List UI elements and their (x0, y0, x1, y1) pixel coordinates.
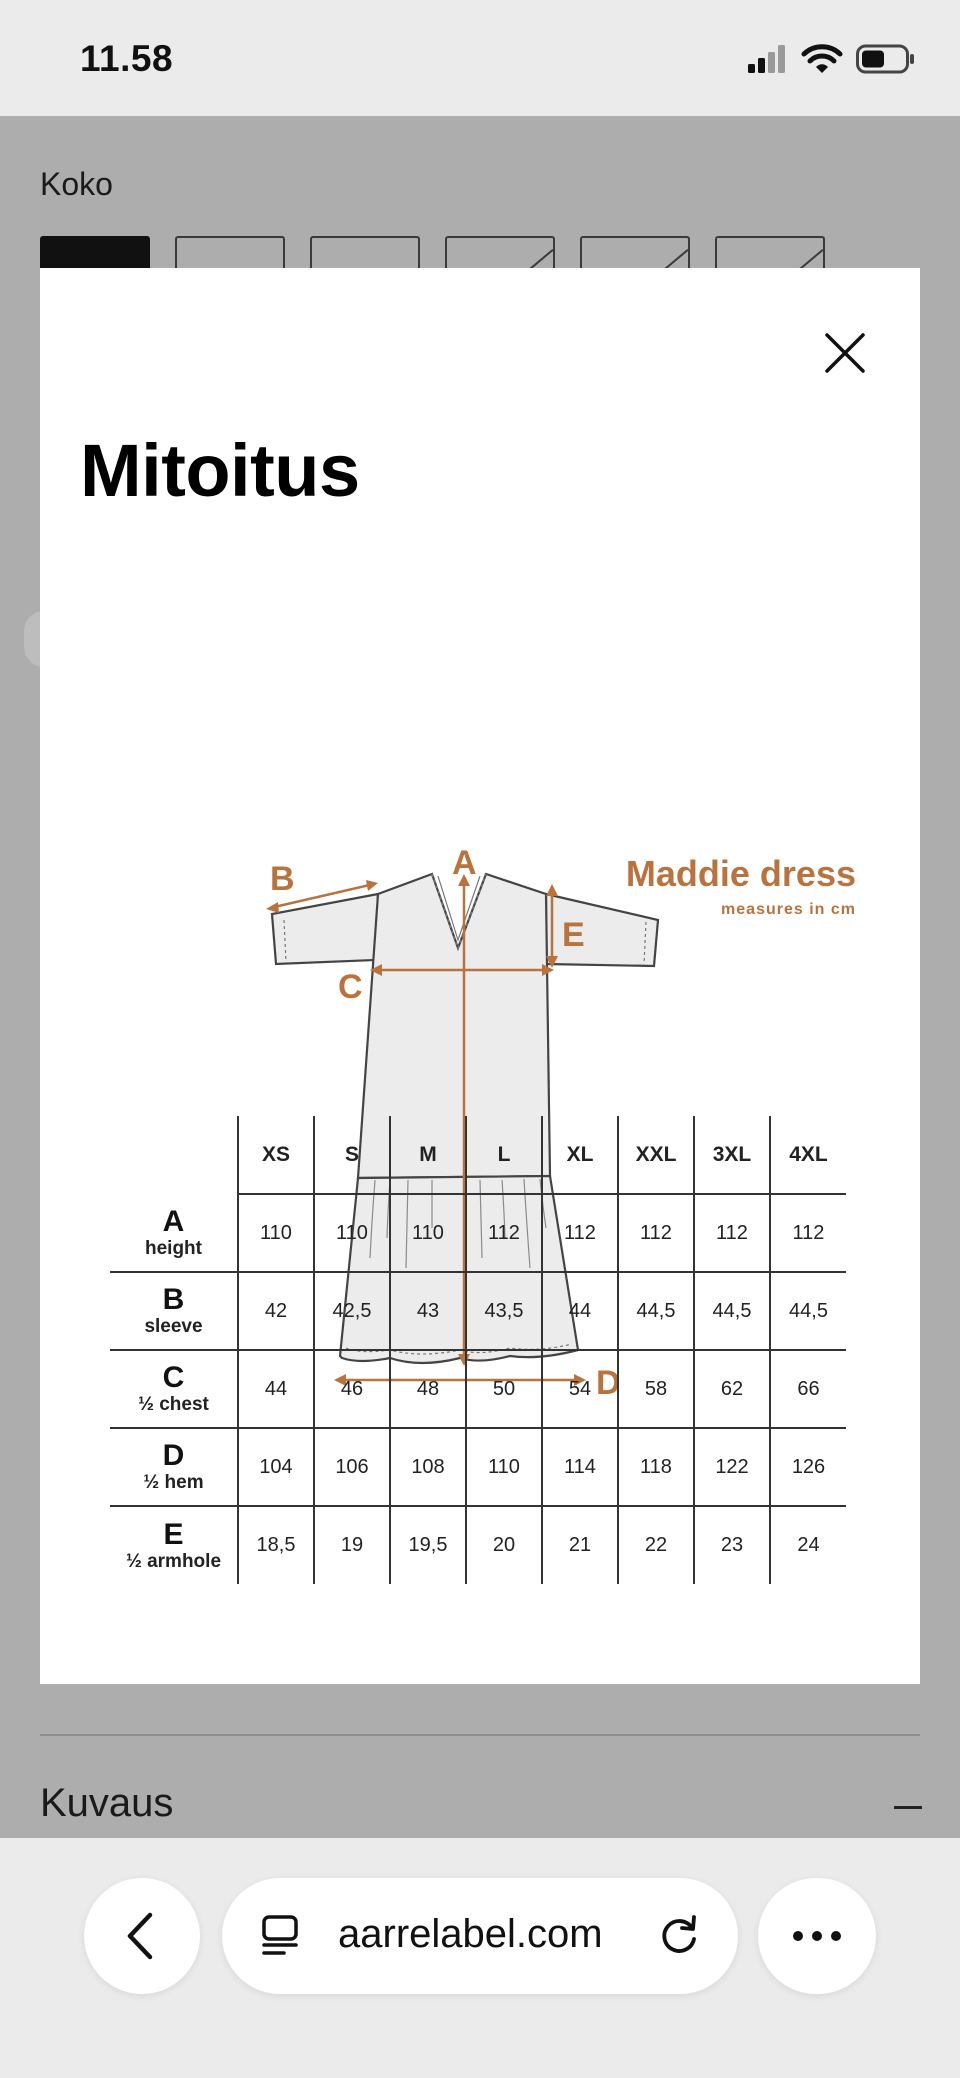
size-header: S (314, 1116, 390, 1194)
row-name: sleeve (144, 1316, 203, 1337)
url-text: aarrelabel.com (338, 1912, 603, 1956)
status-bar (0, 0, 960, 116)
size-header: XL (542, 1116, 618, 1194)
product-name: Maddie dress (625, 853, 856, 894)
row-header (110, 1506, 238, 1584)
table-cell: 50 (466, 1350, 542, 1428)
size-header-row (110, 1116, 846, 1194)
table-cell: 20 (466, 1506, 542, 1584)
modal-title: Mitoitus (80, 429, 360, 512)
table-cell: 110 (466, 1428, 542, 1506)
table-cell: 19 (314, 1506, 390, 1584)
row-letter: A (162, 1204, 185, 1238)
table-cell: 106 (314, 1428, 390, 1506)
more-icon (792, 1930, 842, 1942)
table-cell: 46 (314, 1350, 390, 1428)
signal-icon (748, 45, 788, 73)
row-header (110, 1350, 238, 1428)
table-cell: 58 (618, 1350, 694, 1428)
back-button[interactable] (84, 1878, 200, 1994)
table-cell: 24 (770, 1506, 846, 1584)
browser-toolbar (0, 1838, 960, 2078)
size-header: L (466, 1116, 542, 1194)
sizing-modal (40, 268, 920, 1684)
chevron-left-icon (122, 1911, 162, 1961)
row-name: ½ armhole (125, 1550, 222, 1572)
table-row (110, 1506, 846, 1584)
table-row (110, 1194, 846, 1272)
row-header (110, 1194, 238, 1272)
header-blank (110, 1116, 238, 1194)
label-a: A (452, 844, 477, 882)
size-table (110, 1116, 846, 1584)
battery-icon (856, 44, 916, 74)
table-cell: 122 (694, 1428, 770, 1506)
table-cell: 110 (390, 1194, 466, 1272)
wifi-icon (802, 44, 842, 74)
table-cell: 54 (542, 1350, 618, 1428)
table-cell: 19,5 (390, 1506, 466, 1584)
table-cell: 44 (238, 1350, 314, 1428)
row-name: ½ chest (138, 1394, 209, 1415)
row-letter: B (162, 1283, 185, 1316)
table-cell: 118 (618, 1428, 694, 1506)
table-cell: 44,5 (618, 1272, 694, 1350)
tabs-icon (260, 1914, 304, 1958)
table-cell: 66 (770, 1350, 846, 1428)
table-row (110, 1428, 846, 1506)
label-d: D (596, 1364, 621, 1402)
row-letter: D (162, 1439, 185, 1472)
table-cell: 112 (542, 1194, 618, 1272)
table-cell: 22 (618, 1506, 694, 1584)
reload-icon[interactable] (656, 1912, 702, 1958)
units-note: measures in cm (721, 901, 856, 918)
close-icon[interactable] (822, 330, 868, 376)
table-cell: 112 (694, 1194, 770, 1272)
size-header: 4XL (770, 1116, 846, 1194)
table-cell: 21 (542, 1506, 618, 1584)
row-name: height (145, 1237, 202, 1259)
table-cell: 110 (314, 1194, 390, 1272)
table-cell: 108 (390, 1428, 466, 1506)
status-icons (748, 44, 916, 74)
size-header: XXL (618, 1116, 694, 1194)
table-cell: 112 (618, 1194, 694, 1272)
row-name: ½ hem (143, 1472, 204, 1493)
more-button[interactable] (758, 1878, 876, 1994)
label-e: E (562, 916, 585, 954)
table-cell: 23 (694, 1506, 770, 1584)
size-header: 3XL (694, 1116, 770, 1194)
label-c: C (338, 968, 363, 1006)
table-cell: 44,5 (694, 1272, 770, 1350)
size-header: M (390, 1116, 466, 1194)
table-cell: 43 (390, 1272, 466, 1350)
size-label: Koko (40, 166, 113, 202)
divider (40, 1734, 920, 1736)
table-cell: 44 (542, 1272, 618, 1350)
row-letter: C (162, 1361, 185, 1394)
collapse-icon[interactable] (894, 1806, 922, 1809)
description-heading[interactable]: Kuvaus (40, 1781, 174, 1825)
row-header (110, 1428, 238, 1506)
status-time: 11.58 (80, 38, 174, 79)
table-cell: 42 (238, 1272, 314, 1350)
table-row (110, 1272, 846, 1350)
table-cell: 112 (770, 1194, 846, 1272)
table-cell: 44,5 (770, 1272, 846, 1350)
label-b: B (270, 860, 295, 898)
table-cell: 126 (770, 1428, 846, 1506)
table-cell: 104 (238, 1428, 314, 1506)
table-cell: 110 (238, 1194, 314, 1272)
table-cell: 62 (694, 1350, 770, 1428)
table-row (110, 1350, 846, 1428)
row-letter: E (163, 1517, 184, 1551)
row-header (110, 1272, 238, 1350)
size-header: XS (238, 1116, 314, 1194)
address-bar[interactable] (222, 1878, 738, 1994)
table-cell: 112 (466, 1194, 542, 1272)
table-cell: 18,5 (238, 1506, 314, 1584)
table-cell: 48 (390, 1350, 466, 1428)
table-cell: 42,5 (314, 1272, 390, 1350)
table-cell: 43,5 (466, 1272, 542, 1350)
table-cell: 114 (542, 1428, 618, 1506)
